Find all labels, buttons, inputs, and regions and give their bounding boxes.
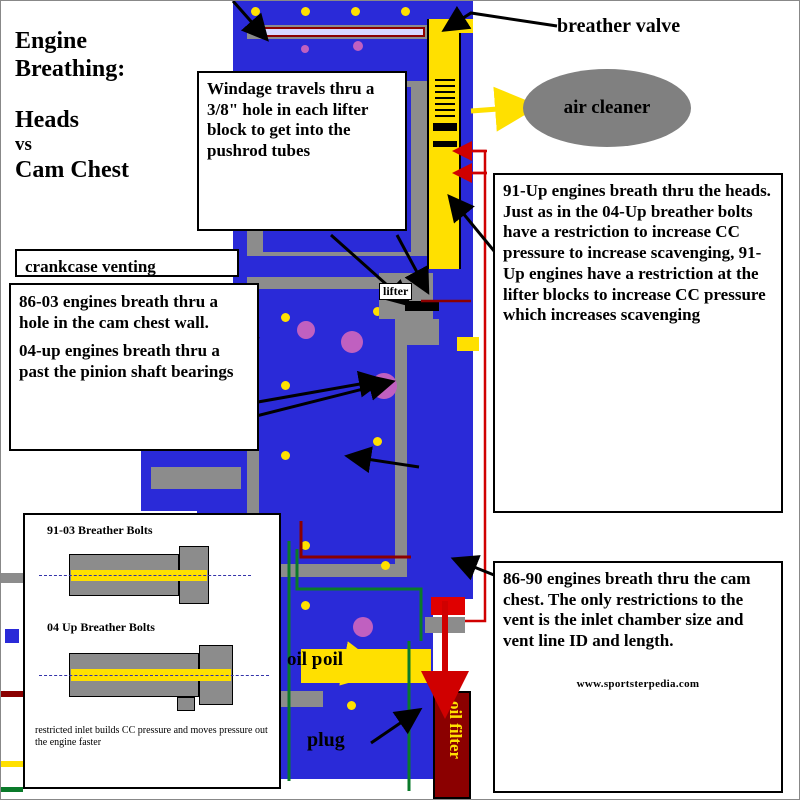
centerline-04up (39, 675, 269, 676)
label-oil-pump: oil p (287, 649, 323, 670)
callout-cam-chest-text: 86-90 engines breath thru the cam chest. The only restrictions to the vent is the inlet chamber size and vent line ID and length. (503, 569, 751, 651)
page-title (15, 27, 215, 185)
breather-bolts-title-1: 91-03 Breather Bolts (47, 523, 153, 537)
callout-cam-chest-8690 (493, 561, 783, 793)
bolt-flange-04up (177, 697, 195, 711)
breather-bolts-panel (23, 513, 281, 789)
air-cleaner: air cleaner (523, 69, 691, 147)
watermark-url: www.sportsterpedia.com (576, 677, 700, 690)
vent-note-2: 04-up engines breath thru a past the pinion shaft bearings (19, 340, 234, 381)
vent-note-1: 86-03 engines breath thru a hole in the cam chest wall. (19, 292, 218, 333)
label-oil: oil (323, 649, 344, 670)
title-line-4: vs (15, 133, 32, 155)
callout-heads-91up: 91-Up engines breath thru the heads. Just as in the 04-Up breather bolts have a restriction to increase CC pressure to increase scavenging, 91-Up engines have a restriction at the lifter blocks to increase CC pressure which increases scavenging (493, 173, 783, 513)
title-line-1: Engine (15, 28, 88, 54)
breather-bolts-note: restricted inlet builds CC pressure and moves pressure out the engine faster (35, 725, 268, 748)
title-line-3: Heads (15, 106, 80, 133)
callout-windage: Windage travels thru a 3/8" hole in each lifter block to get into the pushrod tubes (197, 71, 407, 231)
vent-notes-panel (9, 283, 259, 451)
centerline-9103 (39, 575, 251, 576)
label-breather-valve: breather valve (557, 15, 681, 37)
label-plug: plug (307, 729, 345, 751)
oil-filter-label: oil filter (446, 701, 465, 760)
title-line-2: Breathing: (15, 56, 126, 83)
callout-crankcase-venting: crankcase venting (15, 249, 239, 277)
title-line-5: Cam Chest (15, 157, 129, 184)
label-lifter: lifter (379, 283, 412, 300)
breather-bolts-title-2: 04 Up Breather Bolts (47, 620, 155, 634)
